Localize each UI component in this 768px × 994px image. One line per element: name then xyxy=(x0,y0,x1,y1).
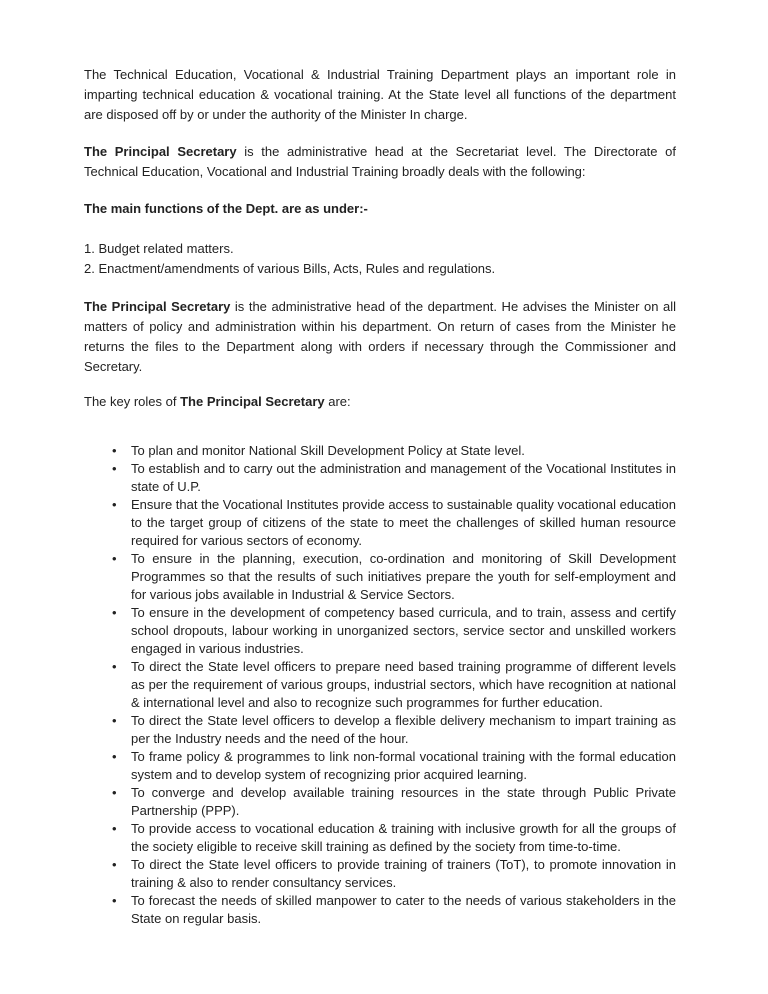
section-heading-text: The main functions of the Dept. are as under:- xyxy=(84,201,368,216)
list-item: • To direct the State level officers to provide training of trainers (ToT), to promote innovation in training & also to render consultancy services. xyxy=(131,856,676,892)
list-item: • Ensure that the Vocational Institutes provide access to sustainable quality vocational education to the target group of citizens of the state to meet the challenges of skilled human resource required for various sectors of economy. xyxy=(131,496,676,550)
numbered-item-2: 2. Enactment/amendments of various Bills, Acts, Rules and regulations. xyxy=(84,261,496,276)
list-item: • To frame policy & programmes to link non-formal vocational training with the formal education system and to develop system of recognizing prior acquired learning. xyxy=(131,748,676,784)
list-item: • To establish and to carry out the administration and management of the Vocational Institutes in state of U.P. xyxy=(131,460,676,496)
list-item: • To plan and monitor National Skill Development Policy at State level. xyxy=(131,442,676,460)
list-item: • To forecast the needs of skilled manpower to cater to the needs of various stakeholders in the State on regular basis. xyxy=(131,892,676,928)
key-roles-suffix: are: xyxy=(324,394,351,409)
numbered-item-1: 1. Budget related matters. xyxy=(84,241,234,256)
paragraph-secretariat xyxy=(84,142,676,182)
paragraph-key-roles xyxy=(84,392,676,412)
list-item: • To direct the State level officers to prepare need based training programme of different levels as per the requirement of various groups, industrial sectors, which have recognition at national & international level and also to recognize such programmes for further education. xyxy=(131,658,676,712)
paragraph-intro-text: The Technical Education, Vocational & Industrial Training Department plays an important role in imparting technical education & vocational training. At the State level all functions of the department are disposed off by or under the authority of the Minister In charge. xyxy=(84,67,676,122)
list-item: • To converge and develop available training resources in the state through Public Private Partnership (PPP). xyxy=(131,784,676,820)
paragraph-intro xyxy=(84,65,676,125)
paragraph-dept-head-text: is the administrative head of the department. He advises the Minister on all matters of policy and administration within his department. On return of cases from the Minister he returns the files to the Department along with orders if necessary through the Commissioner and Secretary. xyxy=(84,299,676,374)
principal-secretary-bold: The Principal Secretary xyxy=(180,394,325,409)
key-roles-prefix: The key roles of xyxy=(84,394,181,409)
paragraph-secretariat-text: is the administrative head at the Secretariat level. The Directorate of Technical Education, Vocational and Industrial Training broadly deals with the following: xyxy=(84,144,677,179)
principal-secretary-bold: The Principal Secretary xyxy=(84,299,231,314)
list-item: • To direct the State level officers to develop a flexible delivery mechanism to impart training as per the Industry needs and the need of the hour. xyxy=(131,712,676,748)
section-heading-main-functions xyxy=(84,199,676,219)
key-roles-list xyxy=(84,442,676,928)
principal-secretary-bold: The Principal Secretary xyxy=(84,144,237,159)
list-item: • To ensure in the planning, execution, co-ordination and monitoring of Skill Development Programmes so that the results of such initiatives prepare the youth for self-employment and for various jobs available in Industrial & Service Sectors. xyxy=(131,550,676,604)
list-item: • To ensure in the development of competency based curricula, and to train, assess and certify school dropouts, labour working in unorganized sectors, service sector and unskilled workers engaged in various industries. xyxy=(131,604,676,658)
paragraph-dept-head xyxy=(84,297,676,377)
list-item: • To provide access to vocational education & training with inclusive growth for all the groups of the society eligible to receive skill training as defined by the society from time-to-time. xyxy=(131,820,676,856)
